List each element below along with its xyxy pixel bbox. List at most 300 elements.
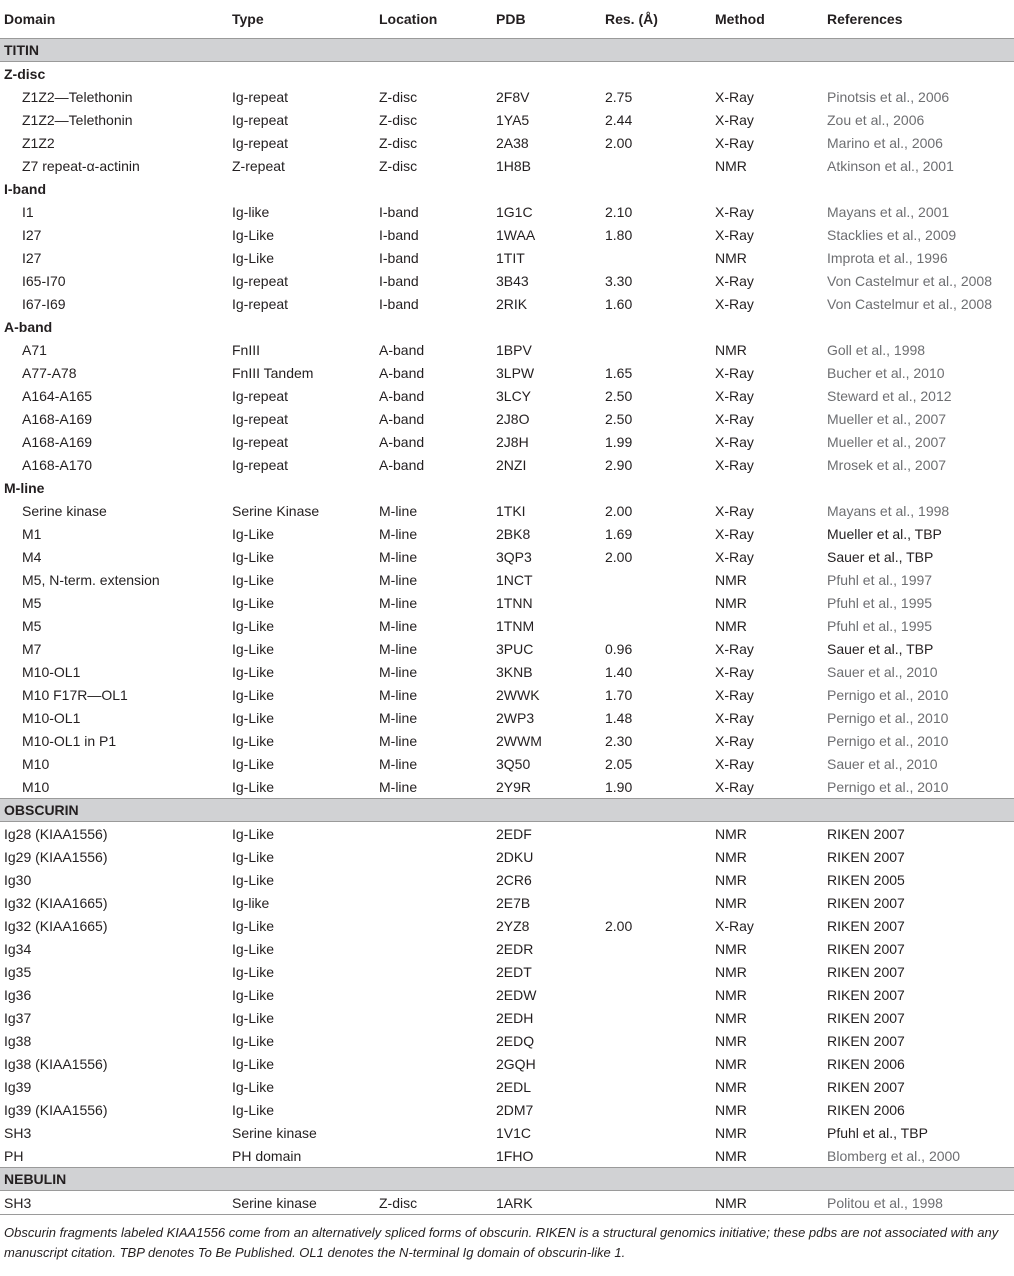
cell-domain: I67-I69: [22, 295, 66, 312]
table-header: [0, 0, 1014, 39]
cell-location: I-band: [379, 226, 419, 243]
cell-reference: RIKEN 2006: [827, 1055, 905, 1072]
cell-location: Z-disc: [379, 157, 418, 174]
cell-pdb: 1BPV: [496, 341, 532, 358]
cell-location: M-line: [379, 709, 418, 726]
cell-reference: Sauer et al., TBP: [827, 548, 934, 565]
cell-reference: Mueller et al., 2007: [827, 410, 947, 427]
cell-resolution: [601, 1144, 711, 1168]
cell-pdb: 2E7B: [496, 894, 531, 911]
header-method: Method: [711, 0, 823, 39]
cell-method: X-Ray: [715, 917, 754, 934]
cell-reference: Mrosek et al., 2007: [827, 456, 947, 473]
cell-reference: Pfuhl et al., 1995: [827, 617, 933, 634]
cell-location: A-band: [379, 410, 425, 427]
cell-method: X-Ray: [715, 778, 754, 795]
cell-method: X-Ray: [715, 640, 754, 657]
cell-domain: M7: [22, 640, 42, 657]
table-row: [0, 568, 1014, 591]
subsection-title: A-band: [4, 318, 53, 335]
cell-domain: Ig32 (KIAA1665): [4, 894, 108, 911]
cell-resolution: 2.00: [605, 502, 633, 519]
cell-location: M-line: [379, 778, 418, 795]
cell-resolution: [601, 1029, 711, 1052]
cell-method: X-Ray: [715, 134, 754, 151]
cell-reference: Bucher et al., 2010: [827, 364, 945, 381]
cell-reference: RIKEN 2007: [827, 1078, 905, 1095]
cell-pdb: 1TIT: [496, 249, 525, 266]
cell-reference: Pfuhl et al., 1995: [827, 594, 933, 611]
cell-location: M-line: [379, 548, 418, 565]
cell-pdb: 2Y9R: [496, 778, 532, 795]
cell-domain: Ig39: [4, 1078, 32, 1095]
cell-reference: RIKEN 2005: [827, 871, 905, 888]
cell-domain: A168-A170: [22, 456, 93, 473]
cell-method: X-Ray: [715, 548, 754, 565]
table-row: [0, 868, 1014, 891]
cell-reference: Marino et al., 2006: [827, 134, 943, 151]
cell-reference: RIKEN 2007: [827, 894, 905, 911]
table-row: [0, 637, 1014, 660]
subsection-row: [0, 62, 1014, 86]
cell-type: Ig-Like: [232, 778, 275, 795]
cell-domain: M10-OL1: [22, 663, 81, 680]
cell-type: Ig-Like: [232, 249, 275, 266]
cell-location: Z-disc: [379, 88, 418, 105]
cell-reference: Goll et al., 1998: [827, 341, 926, 358]
cell-reference: Pernigo et al., 2010: [827, 709, 949, 726]
cell-pdb: 1WAA: [496, 226, 536, 243]
cell-location: M-line: [379, 686, 418, 703]
cell-domain: Ig35: [4, 963, 32, 980]
cell-resolution: 1.40: [605, 663, 633, 680]
table-row: [0, 85, 1014, 108]
cell-pdb: 1NCT: [496, 571, 533, 588]
table-row: [0, 891, 1014, 914]
cell-domain: A164-A165: [22, 387, 93, 404]
cell-type: Ig-Like: [232, 940, 275, 957]
cell-location: M-line: [379, 617, 418, 634]
cell-resolution: 2.00: [605, 917, 633, 934]
table-row: [0, 660, 1014, 683]
cell-domain: A77-A78: [22, 364, 77, 381]
header-domain: Domain: [0, 0, 228, 39]
cell-domain: M5: [22, 617, 42, 634]
cell-reference: Zou et al., 2006: [827, 111, 925, 128]
cell-type: Ig-Like: [232, 548, 275, 565]
cell-reference: Pfuhl et al., TBP: [827, 1124, 928, 1141]
cell-resolution: 1.70: [605, 686, 633, 703]
cell-reference: Mayans et al., 2001: [827, 203, 950, 220]
cell-resolution: [601, 1006, 711, 1029]
cell-reference: Pernigo et al., 2010: [827, 686, 949, 703]
cell-pdb: 2GQH: [496, 1055, 536, 1072]
cell-pdb: 2EDF: [496, 825, 532, 842]
cell-pdb: 3LPW: [496, 364, 535, 381]
table-row: [0, 223, 1014, 246]
cell-domain: Serine kinase: [22, 502, 107, 519]
cell-location: M-line: [379, 663, 418, 680]
cell-resolution: 2.05: [605, 755, 633, 772]
table-row: [0, 1052, 1014, 1075]
cell-location: M-line: [379, 594, 418, 611]
cell-domain: Ig38: [4, 1032, 32, 1049]
cell-pdb: 3KNB: [496, 663, 533, 680]
cell-method: X-Ray: [715, 456, 754, 473]
cell-type: Ig-Like: [232, 986, 275, 1003]
cell-location: Z-disc: [379, 111, 418, 128]
cell-pdb: 3Q50: [496, 755, 531, 772]
cell-pdb: 2EDL: [496, 1078, 532, 1095]
cell-domain: Ig38 (KIAA1556): [4, 1055, 108, 1072]
table-row: [0, 131, 1014, 154]
cell-reference: RIKEN 2007: [827, 986, 905, 1003]
cell-location: I-band: [379, 272, 419, 289]
cell-location: A-band: [379, 387, 425, 404]
cell-method: X-Ray: [715, 387, 754, 404]
cell-method: X-Ray: [715, 410, 754, 427]
table-row: [0, 292, 1014, 315]
cell-resolution: 1.65: [605, 364, 633, 381]
cell-domain: M5, N-term. extension: [22, 571, 160, 588]
cell-reference: Stacklies et al., 2009: [827, 226, 957, 243]
cell-method: X-Ray: [715, 226, 754, 243]
section-title: TITIN: [0, 39, 1014, 62]
table-row: [0, 246, 1014, 269]
cell-location: [375, 1006, 492, 1029]
cell-pdb: 1G1C: [496, 203, 533, 220]
cell-type: Ig-Like: [232, 226, 275, 243]
cell-domain: Z1Z2: [22, 134, 55, 151]
cell-pdb: 2EDT: [496, 963, 532, 980]
cell-reference: Blomberg et al., 2000: [827, 1147, 961, 1164]
cell-method: NMR: [711, 1191, 823, 1215]
cell-resolution: [601, 960, 711, 983]
table-row: [0, 361, 1014, 384]
cell-domain: M10: [22, 778, 50, 795]
cell-reference: Sauer et al., 2010: [827, 755, 938, 772]
cell-pdb: 2RIK: [496, 295, 528, 312]
cell-resolution: 1.60: [605, 295, 633, 312]
cell-type: Ig-repeat: [232, 272, 289, 289]
cell-domain: A168-A169: [22, 433, 93, 450]
cell-type: Ig-Like: [232, 663, 275, 680]
cell-method: NMR: [715, 617, 747, 634]
cell-location: M-line: [379, 571, 418, 588]
cell-type: Ig-Like: [232, 1009, 275, 1026]
cell-pdb: 1YA5: [496, 111, 530, 128]
table-row: [0, 822, 1014, 846]
cell-domain: Ig32 (KIAA1665): [4, 917, 108, 934]
cell-reference: Steward et al., 2012: [827, 387, 952, 404]
cell-resolution: [601, 822, 711, 846]
cell-domain: Ig30: [4, 871, 32, 888]
table-row: [0, 1075, 1014, 1098]
cell-resolution: 1.80: [605, 226, 633, 243]
subsection-title: M-line: [4, 479, 45, 496]
header-location: Location: [375, 0, 492, 39]
cell-pdb: 1ARK: [492, 1191, 601, 1215]
table-row: [0, 960, 1014, 983]
section-row: [0, 39, 1014, 62]
cell-resolution: [601, 154, 711, 177]
cell-method: NMR: [715, 986, 747, 1003]
table-row: [0, 614, 1014, 637]
cell-domain: I1: [22, 203, 34, 220]
cell-location: Z-disc: [375, 1191, 492, 1215]
cell-domain: SH3: [0, 1191, 228, 1215]
cell-type: Ig-Like: [232, 617, 275, 634]
cell-pdb: 2EDR: [496, 940, 534, 957]
table-row: [0, 384, 1014, 407]
cell-pdb: 1FHO: [496, 1147, 534, 1164]
cell-resolution: 1.90: [605, 778, 633, 795]
cell-type: PH domain: [232, 1147, 302, 1164]
cell-resolution: 2.00: [605, 548, 633, 565]
cell-type: Ig-Like: [232, 963, 275, 980]
cell-reference: Pernigo et al., 2010: [827, 778, 949, 795]
cell-reference: RIKEN 2007: [827, 1009, 905, 1026]
section-title: OBSCURIN: [0, 799, 1014, 822]
cell-pdb: 2DM7: [496, 1101, 534, 1118]
cell-pdb: 3B43: [496, 272, 529, 289]
cell-resolution: [601, 1121, 711, 1144]
cell-reference: Improta et al., 1996: [827, 249, 948, 266]
cell-domain: M10: [22, 755, 50, 772]
cell-location: I-band: [379, 203, 419, 220]
section-row: [0, 799, 1014, 822]
table-row: [0, 522, 1014, 545]
cell-resolution: 2.44: [605, 111, 633, 128]
cell-resolution: 2.90: [605, 456, 633, 473]
cell-location: [375, 1075, 492, 1098]
cell-resolution: [601, 983, 711, 1006]
cell-resolution: [601, 1191, 711, 1215]
cell-reference: Mueller et al., 2007: [827, 433, 947, 450]
cell-method: NMR: [715, 1055, 747, 1072]
cell-location: [375, 960, 492, 983]
cell-method: NMR: [715, 1032, 747, 1049]
cell-location: [375, 1052, 492, 1075]
cell-resolution: 2.50: [605, 410, 633, 427]
cell-reference: RIKEN 2007: [827, 825, 905, 842]
cell-pdb: 2WWM: [496, 732, 542, 749]
cell-resolution: [601, 1052, 711, 1075]
table-row: [0, 752, 1014, 775]
cell-resolution: [601, 891, 711, 914]
cell-method: X-Ray: [715, 686, 754, 703]
cell-method: NMR: [715, 871, 747, 888]
cell-pdb: 2F8V: [496, 88, 530, 105]
cell-type: Ig-Like: [232, 1055, 275, 1072]
cell-type: Serine kinase: [228, 1191, 375, 1215]
cell-domain: Z1Z2—Telethonin: [22, 88, 133, 105]
table-row: [0, 1029, 1014, 1052]
cell-location: [375, 1121, 492, 1144]
cell-location: A-band: [379, 433, 425, 450]
cell-domain: I27: [22, 249, 42, 266]
table-row: [0, 269, 1014, 292]
cell-method: NMR: [715, 940, 747, 957]
cell-pdb: 2NZI: [496, 456, 527, 473]
cell-pdb: 1TNN: [496, 594, 533, 611]
cell-method: X-Ray: [715, 709, 754, 726]
cell-domain: Ig37: [4, 1009, 32, 1026]
cell-type: Ig-Like: [232, 848, 275, 865]
subsection-title: I-band: [4, 180, 46, 197]
cell-type: Ig-repeat: [232, 433, 289, 450]
cell-type: Ig-Like: [232, 1101, 275, 1118]
cell-pdb: 2J8O: [496, 410, 530, 427]
cell-location: A-band: [379, 456, 425, 473]
cell-pdb: 2J8H: [496, 433, 529, 450]
cell-reference: Politou et al., 1998: [823, 1191, 1014, 1215]
cell-type: Ig-Like: [232, 709, 275, 726]
cell-location: [375, 868, 492, 891]
cell-method: NMR: [715, 1147, 747, 1164]
header-type: Type: [228, 0, 375, 39]
cell-method: NMR: [715, 848, 747, 865]
section-row: [0, 1168, 1014, 1191]
table-row: [0, 983, 1014, 1006]
cell-method: NMR: [715, 1009, 747, 1026]
table-row: [0, 338, 1014, 361]
table-row: [0, 1121, 1014, 1144]
cell-type: Ig-Like: [232, 640, 275, 657]
cell-type: Ig-repeat: [232, 88, 289, 105]
cell-method: NMR: [715, 157, 747, 174]
subsection-row: [0, 315, 1014, 338]
cell-reference: Mayans et al., 1998: [827, 502, 950, 519]
cell-domain: A168-A169: [22, 410, 93, 427]
cell-method: X-Ray: [715, 203, 754, 220]
cell-pdb: 1TKI: [496, 502, 526, 519]
cell-method: X-Ray: [715, 663, 754, 680]
cell-pdb: 2EDQ: [496, 1032, 535, 1049]
cell-method: X-Ray: [715, 272, 754, 289]
cell-location: M-line: [379, 755, 418, 772]
cell-type: Ig-like: [232, 203, 270, 220]
table-row: [0, 1144, 1014, 1168]
header-references: References: [823, 0, 1014, 39]
cell-type: Ig-repeat: [232, 295, 289, 312]
cell-method: NMR: [715, 249, 747, 266]
cell-type: Ig-Like: [232, 1032, 275, 1049]
cell-resolution: [601, 246, 711, 269]
cell-resolution: [601, 614, 711, 637]
cell-type: Ig-Like: [232, 686, 275, 703]
cell-resolution: [601, 868, 711, 891]
cell-type: Ig-repeat: [232, 410, 289, 427]
cell-type: Ig-repeat: [232, 111, 289, 128]
subsection-title: Z-disc: [4, 65, 46, 82]
cell-pdb: 2EDW: [496, 986, 537, 1003]
cell-type: Z-repeat: [232, 157, 285, 174]
cell-location: A-band: [379, 364, 425, 381]
cell-pdb: 2DKU: [496, 848, 534, 865]
table-row: [0, 914, 1014, 937]
cell-type: Ig-Like: [232, 594, 275, 611]
table-row: [0, 729, 1014, 752]
cell-pdb: 2WWK: [496, 686, 540, 703]
cell-location: A-band: [379, 341, 425, 358]
cell-location: [375, 983, 492, 1006]
cell-domain: M10 F17R—OL1: [22, 686, 128, 703]
cell-reference: RIKEN 2007: [827, 917, 905, 934]
cell-reference: RIKEN 2007: [827, 848, 905, 865]
cell-location: I-band: [379, 249, 419, 266]
cell-type: Ig-Like: [232, 525, 275, 542]
cell-resolution: [601, 591, 711, 614]
header-resolution: Res. (Å): [601, 0, 711, 39]
cell-method: NMR: [715, 1101, 747, 1118]
cell-resolution: 0.96: [605, 640, 633, 657]
cell-domain: Ig34: [4, 940, 32, 957]
cell-location: M-line: [379, 640, 418, 657]
cell-domain: M1: [22, 525, 42, 542]
table-row: [0, 545, 1014, 568]
cell-type: Ig-repeat: [232, 387, 289, 404]
cell-method: X-Ray: [715, 755, 754, 772]
cell-pdb: 2BK8: [496, 525, 531, 542]
cell-reference: RIKEN 2007: [827, 940, 905, 957]
cell-type: FnIII: [232, 341, 261, 358]
cell-resolution: 3.30: [605, 272, 633, 289]
cell-location: Z-disc: [379, 134, 418, 151]
cell-type: Ig-repeat: [232, 456, 289, 473]
cell-pdb: 2EDH: [496, 1009, 534, 1026]
cell-domain: SH3: [4, 1124, 32, 1141]
table-row: [0, 1006, 1014, 1029]
cell-resolution: [601, 845, 711, 868]
cell-domain: Ig39 (KIAA1556): [4, 1101, 108, 1118]
cell-domain: M5: [22, 594, 42, 611]
cell-pdb: 3QP3: [496, 548, 532, 565]
cell-resolution: [601, 937, 711, 960]
cell-domain: Ig36: [4, 986, 32, 1003]
cell-reference: Von Castelmur et al., 2008: [827, 272, 992, 289]
cell-method: X-Ray: [715, 364, 754, 381]
cell-method: NMR: [715, 963, 747, 980]
cell-pdb: 3LCY: [496, 387, 532, 404]
cell-domain: I65-I70: [22, 272, 66, 289]
cell-resolution: [601, 568, 711, 591]
cell-pdb: 1TNM: [496, 617, 535, 634]
cell-method: NMR: [715, 1078, 747, 1095]
table-row: [0, 937, 1014, 960]
table-row: [0, 1191, 1014, 1215]
cell-method: X-Ray: [715, 295, 754, 312]
cell-pdb: 3PUC: [496, 640, 534, 657]
cell-type: Ig-repeat: [232, 134, 289, 151]
cell-resolution: 1.48: [605, 709, 633, 726]
cell-domain: M4: [22, 548, 42, 565]
cell-method: X-Ray: [715, 111, 754, 128]
table-row: [0, 430, 1014, 453]
cell-resolution: 2.75: [605, 88, 633, 105]
cell-method: X-Ray: [715, 732, 754, 749]
cell-location: M-line: [379, 525, 418, 542]
cell-type: Ig-Like: [232, 571, 275, 588]
cell-type: FnIII Tandem: [232, 364, 314, 381]
table-row: [0, 108, 1014, 131]
cell-resolution: 2.30: [605, 732, 633, 749]
cell-domain: PH: [4, 1147, 24, 1164]
table-row: [0, 591, 1014, 614]
table-footnote: Obscurin fragments labeled KIAA1556 come from an alternatively spliced forms of obscurin. RIKEN is a structural genomics initiative; these pdbs are not associated with any manuscript citation. TBP denotes To Be Published. OL1 denotes the N-terminal Ig domain of obscurin-like 1.: [4, 1225, 999, 1260]
cell-type: Ig-like: [232, 894, 270, 911]
cell-type: Ig-Like: [232, 1078, 275, 1095]
